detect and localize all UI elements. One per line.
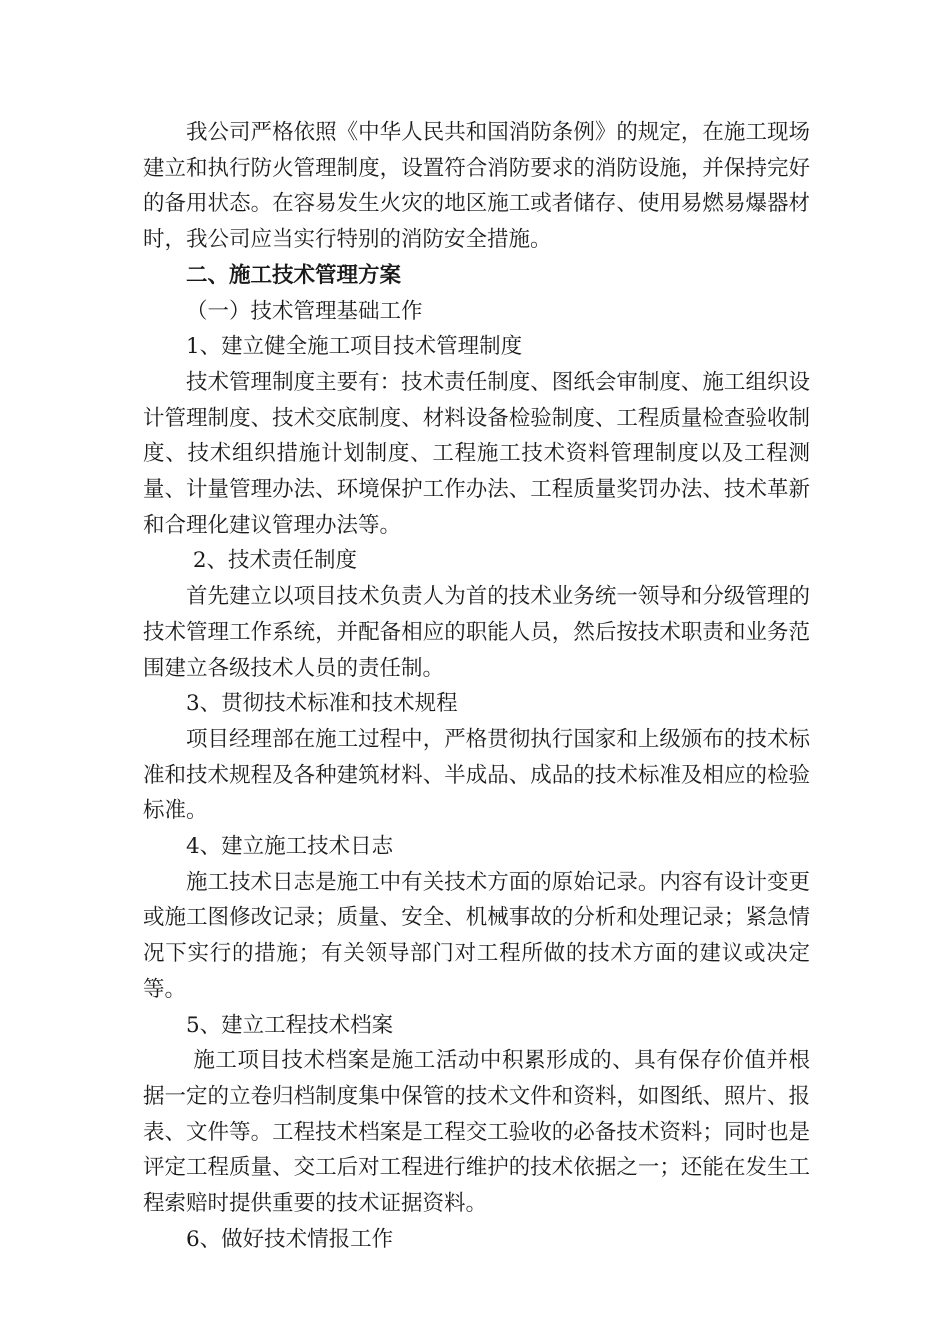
- subsection-heading: （一）技术管理基础工作: [186, 298, 423, 324]
- list-item-heading: 2、技术责任制度: [186, 548, 358, 574]
- list-item-heading: 6、做好技术情报工作: [186, 1226, 394, 1252]
- paragraph-body: 施工项目技术档案是施工活动中积累形成的、具有保存价值并根据一定的立卷归档制度集中保管的技术文件和资料，如图纸、照片、报表、文件等。工程技术档案是工程交工验收的必备技术资料；同时也是评定工程质量、交工后对工程进行维护的技术依据之一；还能在发生工程索赔时提供重要的技术证据资料。: [143, 1048, 810, 1217]
- list-item-heading: 4、建立施工技术日志: [186, 834, 394, 860]
- list-item-heading: 1、建立健全施工项目技术管理制度: [186, 334, 523, 360]
- list-item-heading: 3、贯彻技术标准和技术规程: [186, 691, 458, 717]
- paragraph-body: 施工技术日志是施工中有关技术方面的原始记录。内容有设计变更或施工图修改记录；质量、安全、机械事故的分析和处理记录；紧急情况下实行的措施；有关领导部门对工程所做的技术方面的建议或决定等。: [143, 869, 810, 1002]
- document-body: [143, 115, 810, 1258]
- paragraph-body: 技术管理制度主要有：技术责任制度、图纸会审制度、施工组织设计管理制度、技术交底制度、材料设备检验制度、工程质量检查验收制度、技术组织措施计划制度、工程施工技术资料管理制度以及工程测量、计量管理办法、环境保护工作办法、工程质量奖罚办法、技术革新和合理化建议管理办法等。: [143, 369, 810, 538]
- section-heading: 二、施工技术管理方案: [186, 262, 402, 288]
- paragraph-body: 项目经理部在施工过程中，严格贯彻执行国家和上级颁布的技术标准和技术规程及各种建筑材料、半成品、成品的技术标准及相应的检验标准。: [143, 726, 810, 824]
- paragraph-fire-safety: 我公司严格依照《中华人民共和国消防条例》的规定，在施工现场建立和执行防火管理制度，设置符合消防要求的消防设施，并保持完好的备用状态。在容易发生火灾的地区施工或者储存、使用易燃易爆器材时，我公司应当实行特别的消防安全措施。: [143, 120, 810, 253]
- paragraph-body: 首先建立以项目技术负责人为首的技术业务统一领导和分级管理的技术管理工作系统，并配备相应的职能人员，然后按技术职责和业务范围建立各级技术人员的责任制。: [143, 584, 810, 681]
- list-item-heading: 5、建立工程技术档案: [186, 1012, 394, 1038]
